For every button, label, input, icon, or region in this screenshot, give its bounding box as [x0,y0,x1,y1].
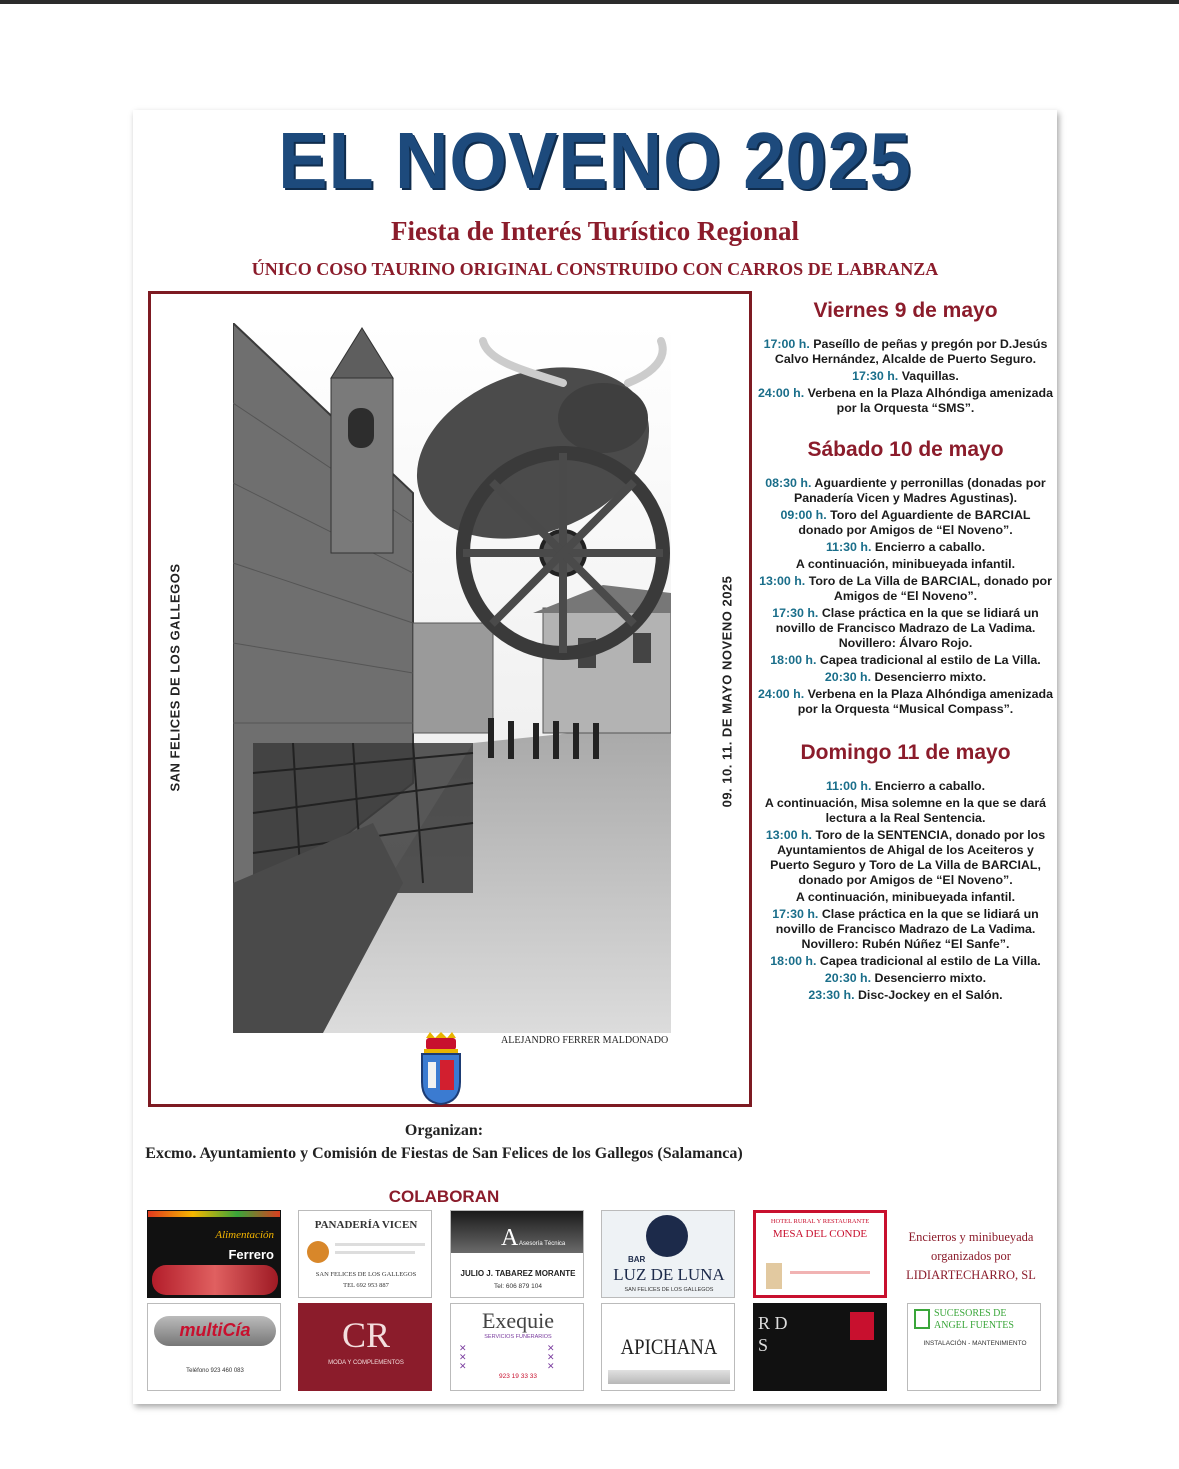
town-vertical-label: SAN FELICES DE LOS GALLEGOS [167,563,183,792]
event-item: 24:00 h. Verbena en la Plaza Alhóndiga amenizada por la Orquesta “SMS”. [758,386,1053,415]
sponsor-exequie-sub: SERVICIOS FUNERARIOS [484,1334,552,1340]
sponsor-luzdeluna-name: LUZ DE LUNA [613,1265,725,1284]
sponsor-panaderia-place: SAN FELICES DE LOS GALLEGOS [315,1271,417,1278]
sponsor-alimentacion-name: Alimentación [215,1229,274,1241]
coat-of-arms-icon [418,1032,464,1106]
day-title-sunday: Domingo 11 de mayo [800,741,1011,764]
sponsor-mesadelconde-name: MESA DEL CONDE [772,1228,868,1240]
sunday-events [758,779,1053,1003]
sponsor-exequie: Exequie SERVICIOS FUNERARIOS ✕ ✕ ✕ ✕ ✕ ✕ 923 19 33 33 [450,1303,584,1391]
sponsor-tabarez-brand: A [501,1225,519,1251]
sponsor-tabarez-name: JULIO J. TABAREZ MORANTE [460,1269,576,1278]
sponsor-tabarez-sub: Asesoría Técnica [519,1241,566,1247]
poster-subtitle: Fiesta de Interés Turístico Regional [391,216,799,246]
sponsor-multicia-name: multiCía [179,1320,251,1340]
event-item: 20:30 h. Desencierro mixto. [824,971,987,985]
sponsor-cr-name: CR [341,1315,391,1355]
poster [133,110,1057,1404]
organizers-text: Excmo. Ayuntamiento y Comisión de Fiestas de San Felices de los Gallegos (Salamanca) [145,1145,743,1162]
event-item: 09:00 h. Toro del Aguardiente de BARCIAL donado por Amigos de “El Noveno”. [780,508,1031,537]
photo-frame [148,291,752,1107]
event-item: 11:00 h. Encierro a caballo. [825,779,986,793]
event-item: 11:30 h. Encierro a caballo. [825,540,986,554]
sponsor-alimentacion-brand: Ferrero [228,1247,274,1262]
event-item: 18:00 h. Capea tradicional al estilo de La Villa. [770,954,1041,968]
saturday-events [758,476,1053,717]
sponsor-sucesores-angel-fuentes [907,1303,1041,1391]
day-title-saturday: Sábado 10 de mayo [807,438,1004,461]
sponsor-sucesores-sub: INSTALACIÓN - MANTENIMIENTO [923,1340,1027,1347]
sponsor-luzdeluna-top: BAR [628,1255,646,1264]
sponsor-cr-moda [298,1303,432,1391]
sponsor-apichana-name: APICHANA [620,1334,718,1359]
sponsor-apichana [601,1303,735,1391]
event-item: A continuación, minibueyada infantil. [795,557,1016,571]
event-item: 17:30 h. Clase práctica en la que se lidiará un novillo de Francisco Madrazo de La Vadima. Novillero: Álvaro Rojo. [772,606,1039,650]
sponsor-multicia-phone: Teléfono 923 460 083 [186,1368,244,1374]
sponsor-tabarez [450,1210,584,1298]
sponsor-sucesores-top: SUCESORES DE [934,1308,1007,1319]
event-item: 17:00 h. Paseíllo de peñas y pregón por D.Jesús Calvo Hernández, Alcalde de Puerto Seguro. [763,337,1048,366]
photo-credit: ALEJANDRO FERRER MALDONADO [501,1035,669,1046]
sponsors-heading: COLABORAN [388,1187,500,1206]
event-item: 13:00 h. Toro de la SENTENCIA, donado por los Ayuntamientos de Ahigal de los Aceiteros y Puerto Seguro y Toro de La Villa de BARCIAL, donado por Amigos de “El Noveno”. [765,828,1046,887]
sponsor-mesa-del-conde [753,1210,887,1298]
sponsor-alimentacion [147,1210,281,1298]
sponsor-tabarez-phone: Tel: 606 879 104 [493,1283,543,1290]
sponsor-luzdeluna-place: SAN FELICES DE LOS GALLEGOS [624,1287,714,1293]
event-item: 13:00 h. Toro de La Villa de BARCIAL, donado por Amigos de “El Noveno”. [759,574,1052,603]
friday-events [758,337,1053,416]
event-item: 23:30 h. Disc-Jockey en el Salón. [808,988,1003,1002]
organizers-label: Organizan: [404,1122,484,1139]
sponsor-mesadelconde-top: HOTEL RURAL Y RESTAURANTE [770,1218,870,1225]
bull-wheel-photo [233,323,671,1033]
dates-vertical-label: 09. 10. 11. DE MAYO NOVENO 2025 [719,575,735,808]
event-item: 17:30 h. Clase práctica en la que se lidiará un novillo de Francisco Madrazo de La Vadima. Novillero: Rubén Núñez “El Sanfe”. [772,907,1039,951]
event-item: 24:00 h. Verbena en la Plaza Alhóndiga amenizada por la Orquesta “Musical Compass”. [758,687,1053,716]
schedule [758,299,1053,1003]
sponsor-multicia [147,1303,281,1391]
poster-tagline: ÚNICO COSO TAURINO ORIGINAL CONSTRUIDO CON CARROS DE LABRANZA [251,259,939,279]
event-item: 20:30 h. Desencierro mixto. [824,670,987,684]
sponsor-cr-sub: MODA Y COMPLEMENTOS [328,1360,404,1366]
top-bar [0,0,1179,4]
event-item: 17:30 h. Vaquillas. [852,369,959,383]
sponsor-bar-luz-de-luna [601,1210,735,1298]
event-item: 18:00 h. Capea tradicional al estilo de La Villa. [770,653,1041,667]
sponsor-rds [753,1303,887,1391]
event-item: A continuación, Misa solemne en la que se dará lectura a la Real Sentencia. [764,796,1047,825]
poster-title: EL NOVENO 2025 [278,115,912,206]
sponsor-panaderia-phone: TEL 692 953 887 [343,1282,389,1289]
sponsor-rds-name: R D S [758,1313,788,1355]
event-item: A continuación, minibueyada infantil. [795,890,1016,904]
event-item: 08:30 h. Aguardiente y perronillas (donadas por Panadería Vicen y Madres Agustinas). [765,476,1046,505]
sponsor-exequie-name: Exequie [481,1308,555,1333]
sponsor-sucesores-name: ANGEL FUENTES [934,1320,1014,1331]
sponsors-note: Encierros y minibueyada organizados por LIDIARTECHARRO, SL [906,1230,1036,1282]
sponsor-panaderia-name: PANADERÍA VICEN [314,1219,418,1231]
sponsor-panaderia-vicen [298,1210,432,1298]
sponsor-exequie-phone: 923 19 33 33 [499,1373,537,1380]
day-title-friday: Viernes 9 de mayo [813,299,998,322]
